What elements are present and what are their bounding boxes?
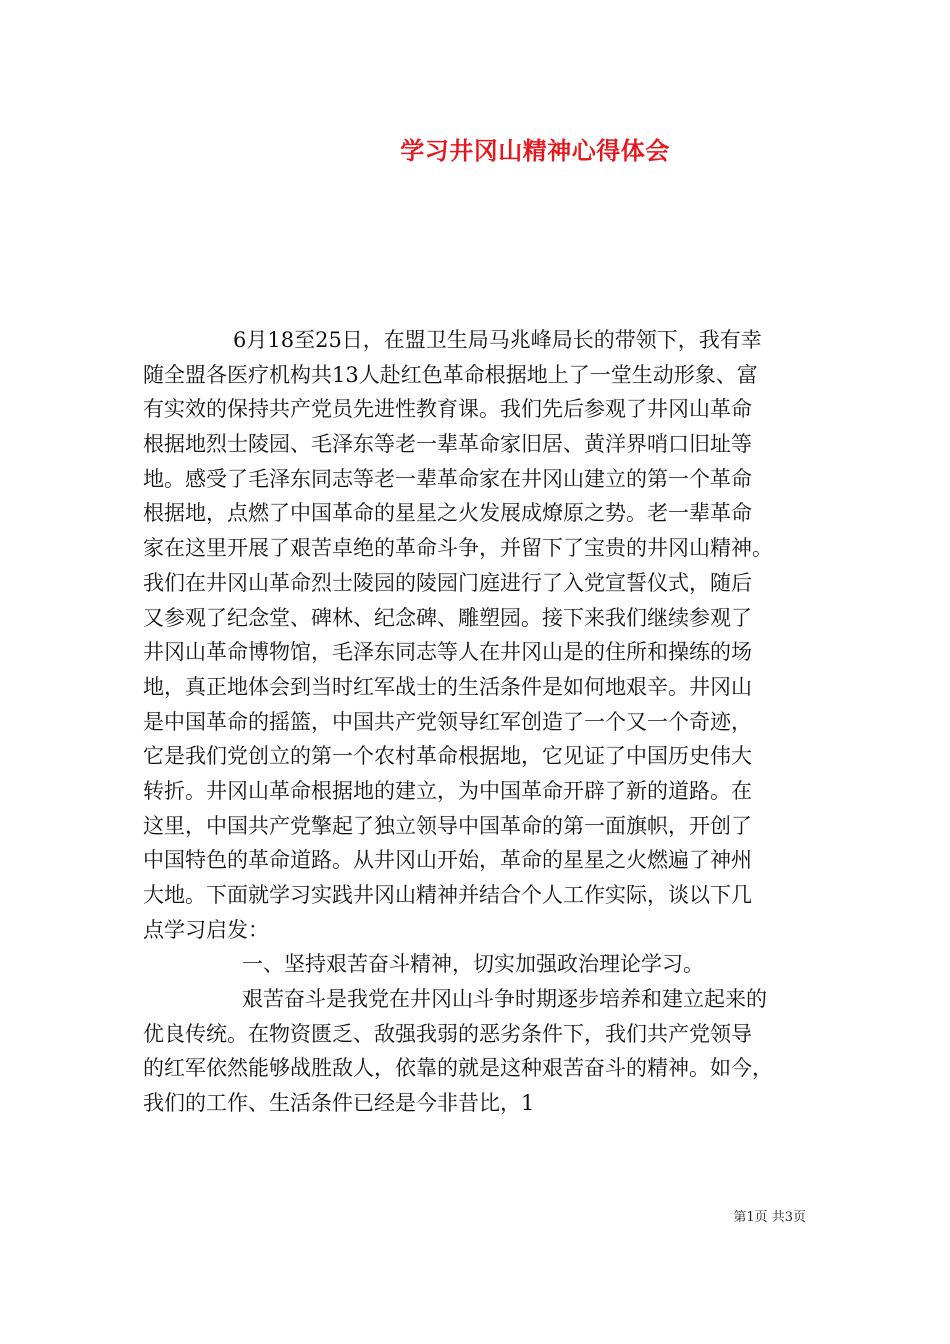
paragraph-line: 有实效的保持共产党员先进性教育课。我们先后参观了井冈山革命: [143, 397, 752, 422]
paragraph-line: 中国特色的革命道路。从井冈山开始，革命的星星之火燃遍了神州: [143, 848, 752, 873]
page-number-footer: 第1页 共3页: [733, 1210, 806, 1225]
paragraph-line: 家在这里开展了艰苦卓绝的革命斗争，并留下了宝贵的井冈山精神。: [143, 536, 773, 561]
paragraph-line: 井冈山革命博物馆，毛泽东同志等人在井冈山是的住所和操练的场: [143, 640, 752, 665]
paragraph-line: 我们在井冈山革命烈士陵园的陵园门庭进行了入党宣誓仪式，随后: [143, 570, 752, 595]
paragraph-line: 随全盟各医疗机构共13人赴红色革命根据地上了一堂生动形象、富: [143, 362, 758, 387]
paragraph-line: 我们的工作、生活条件已经是今非昔比，1: [143, 1091, 535, 1116]
paragraph-line: 艰苦奋斗是我党在井冈山斗争时期逐步培养和建立起来的: [242, 987, 767, 1012]
paragraph-line: 点学习启发：: [143, 917, 269, 942]
paragraph-line: 它是我们党创立的第一个农村革命根据地，它见证了中国历史伟大: [143, 744, 752, 769]
paragraph-line: 根据地，点燃了中国革命的星星之火发展成燎原之势。老一辈革命: [143, 501, 752, 526]
paragraph-line: 根据地烈士陵园、毛泽东等老一辈革命家旧居、黄洋界哨口旧址等: [143, 432, 752, 457]
document-body: [143, 323, 813, 1121]
paragraph-line: 地，真正地体会到当时红军战士的生活条件是如何地艰辛。井冈山: [143, 674, 752, 699]
paragraph-line: 的红军依然能够战胜敌人，依靠的就是这种艰苦奋斗的精神。如今，: [143, 1056, 773, 1081]
page-title: 学习井冈山精神心得体会: [400, 137, 670, 165]
paragraph-line: 是中国革命的摇篮，中国共产党领导红军创造了一个又一个奇迹，: [143, 709, 752, 734]
paragraph-line: 地。感受了毛泽东同志等老一辈革命家在井冈山建立的第一个革命: [143, 466, 752, 491]
paragraph-line: 这里，中国共产党擎起了独立领导中国革命的第一面旗帜，开创了: [143, 813, 752, 838]
paragraph-line: 6月18至25日，在盟卫生局马兆峰局长的带领下，我有幸: [233, 328, 762, 352]
section-heading: 一、坚持艰苦奋斗精神，切实加强政治理论学习。: [242, 952, 704, 977]
paragraph-line: 优良传统。在物资匮乏、敌强我弱的恶劣条件下，我们共产党领导: [143, 1021, 752, 1046]
paragraph-line: 大地。下面就学习实践井冈山精神并结合个人工作实际，谈以下几: [143, 883, 752, 907]
paragraph-line: 又参观了纪念堂、碑林、纪念碑、雕塑园。接下来我们继续参观了: [143, 605, 752, 630]
paragraph-line: 转折。井冈山革命根据地的建立，为中国革命开辟了新的道路。在: [143, 778, 752, 803]
